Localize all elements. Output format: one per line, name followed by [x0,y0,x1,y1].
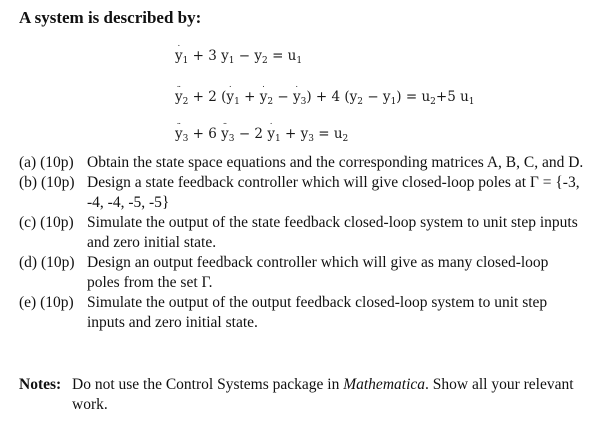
question-b [19,173,584,213]
question-c [19,213,584,253]
question-text: Design a state feedback controller which will give closed-loop poles at Γ = {-3, -4, -4, -5, -5} [87,174,580,211]
question-list [19,153,584,333]
question-text: Obtain the state space equations and the corresponding matrices A, B, C, and D. [87,154,584,171]
question-tag: (c) (10p) [19,214,74,231]
question-tag: (d) (10p) [19,254,75,271]
question-tag: (e) (10p) [19,294,74,311]
question-text: Simulate the output of the output feedback closed-loop system to unit step inputs and zero initial state. [87,294,548,331]
equation-3: ¨ $y_3 + 6$ ¨ $y_3 - 2$ ˙ $y_1 + y_3 = u_2$ [175,126,348,144]
question-e [19,293,584,333]
software-name: Mathematica [343,376,426,393]
equation-1: ˙ $y_1 + 3$ $y_1 - y_2 = u_1$ [175,48,302,66]
question-text: Simulate the output of the state feedback closed-loop system to unit step inputs and zero initial state. [87,214,578,251]
question-text: Design an output feedback controller which will give as many closed-loop poles from the set Γ. [87,254,549,291]
equation-2: ¨ $y_2 + 2$ (˙ $y_1$ + ˙ $y_2$ − ˙ $y_3) + 4$ $(y_2 - y_1) = u_2+5$ $u_1$ [175,89,475,107]
notes-section: Notes: Do not use the Control Systems package in Mathematica. Show all your relevant work. [19,376,574,413]
question-a [19,153,584,173]
problem-title: A system is described by: [19,8,202,27]
question-tag: (a) (10p) [19,154,74,171]
question-d [19,253,584,293]
notes-label: Notes: [19,376,62,393]
question-tag: (b) (10p) [19,174,75,191]
